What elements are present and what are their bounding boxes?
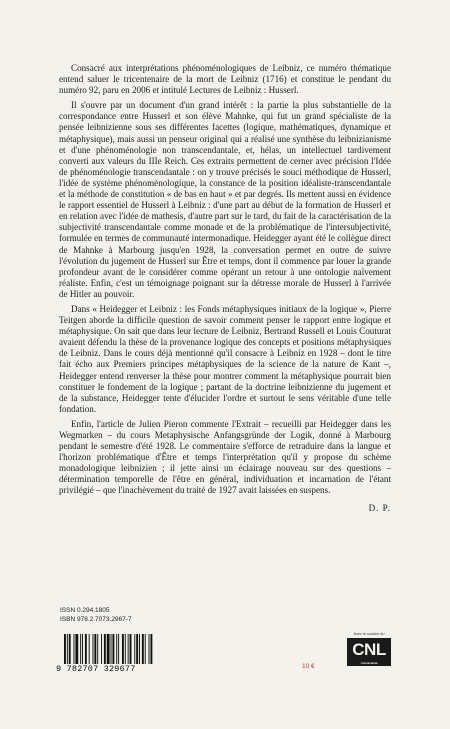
back-cover-text [59, 63, 391, 514]
paragraph-1: Consacré aux interprétations phénoménologiques de Leibniz, ce numéro thématique entend saluer le tricentenaire de la mort de Leibniz (1716) et constitue le pendant du numéro 92, paru en 2006 et intitulé Lectures de Leibniz : Husserl. [59, 63, 391, 96]
paragraph-2: Il s'ouvre par un document d'un grand intérêt : la partie la plus substantielle de la correspondance entre Husserl et son élève Mahnke, qui fut un grand spécialiste de la pensée leibnizienne sous ses différentes facettes (logique, mathématiques, dynamique et métaphysique), mais aussi un penseur original qui a réalisé une synthèse du leibnizianisme et d'une phénoménologie non transcendantale, et, hélas, un intellectuel tardivement converti aux valeurs du IIIe Reich. Ces extraits permettent de cerner avec précision l'Idée de phénoménologie transcendantale : on y trouve précisés le souci méthodique de Husserl, l'idée de système phénoménologique, la constance de la position idéaliste-transcendantale et la méthode de constitution « de bas en haut » et par degrés. Ils mettent aussi en évidence le rapport essentiel de Husserl à Leibniz : d'une part au début de la formation de Husserl et en relation avec l'idée de mathesis, d'autre part sur le tard, du fait de la caractérisation de la subjectivité transcendantale comme monade et de la problématique de l'intersubjectivité, formulée en termes de communauté intermonadique. Heidegger ayant été le collègue direct de Mahnke à Marbourg jusqu'en 1928, la conversation permet en outre de suivre l'évolution du jugement de Husserl sur Être et temps, dont il commence par louer la grande profondeur avant de le considérer comme opérant un retour à une ontologie naïvement réaliste. Enfin, c'est un témoignage poignant sur la détresse morale de Husserl à l'arrivée de Hitler au pouvoir. [59, 100, 391, 299]
isbn-number: ISBN 978.2.7073.2967-7 [60, 616, 132, 623]
barcode-bars [60, 634, 180, 664]
barcode-digits: 9 782707 329677 [56, 664, 136, 674]
cnl-logo-icon [347, 638, 391, 666]
price: 10 € [302, 663, 315, 670]
cnl-support [339, 632, 399, 666]
paragraph-4: Enfin, l'article de Julien Pieron commente l'Extrait – recueilli par Heidegger dans les Wegmarken – du cours Metaphysische Anfangsgründe der Logik, donné à Marbourg pendant le semestre d'été 1928. Le commentaire s'efforce de retraduire dans la langue et l'horizon problématique d'Être et temps l'interprétation qu'il y propose du schème monadologique leibnizien ; il jette ainsi un éclairage nouveau sur des questions – détermination temporelle de l'être en général, individuation et incarnation de l'étant privilégié – que l'inachèvement du traité de 1927 avait laissées en suspens. [59, 418, 391, 496]
signature: D. P. [368, 502, 391, 513]
cnl-subtitle: Centre national du livre [360, 661, 378, 665]
cnl-caption: Avec le soutien du [353, 632, 385, 636]
issn-number: ISSN 0.294.1805 [60, 607, 110, 614]
cnl-logo-text: CNL [352, 640, 386, 659]
isbn-block [60, 606, 132, 624]
paragraph-3: Dans « Heidegger et Leibniz : les Fonds métaphysiques initiaux de la logique », Pierre Teitgen aborde la difficile question de savoir comment penser le rapport entre logique et métaphysique. On sait que dans leur lecture de Leibniz, Bertrand Russell et Louis Couturat avaient défendu la thèse de la provenance logique des concepts et positions métaphysiques de Leibniz. Dans le cours déjà mentionné qu'il consacre à Leibniz en 1928 – dont le titre fait écho aux Premiers principes métaphysiques de la science de la nature de Kant –, Heidegger entend renverser la thèse pour montrer comment la métaphysique pourrait bien constituer le fondement de la logique ; partant de la doctrine leibnizienne du jugement et de la substance, Heidegger tente d'élucider l'ordre et surtout le sens véritable d'une telle fondation. [59, 303, 391, 414]
